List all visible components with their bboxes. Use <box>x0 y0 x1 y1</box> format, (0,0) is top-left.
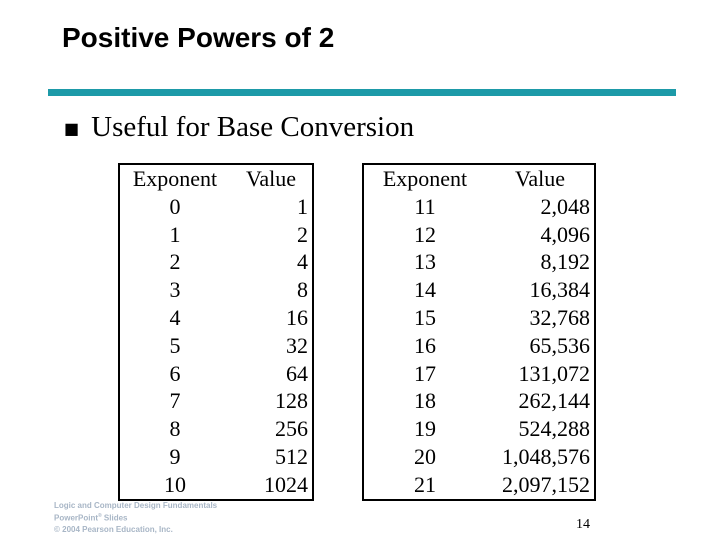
value-cell: 65,536 <box>529 332 590 358</box>
table-row <box>119 443 313 471</box>
value-cell: 64 <box>286 360 308 386</box>
exponent-cell: 20 <box>414 443 436 469</box>
square-bullet-icon: ■ <box>64 119 80 138</box>
powers-table-high <box>362 163 596 501</box>
table-row <box>363 332 595 360</box>
publisher-logo <box>54 500 217 535</box>
exponent-cell: 14 <box>414 277 436 303</box>
table-row <box>363 304 595 332</box>
table-row <box>119 193 313 221</box>
logo-line-slides: PowerPoint® Slides <box>54 513 128 523</box>
value-cell: 1024 <box>264 471 308 497</box>
exponent-cell: 11 <box>414 193 436 219</box>
slide-title: Positive Powers of 2 <box>62 22 335 53</box>
value-cell: 524,288 <box>518 416 590 442</box>
exponent-cell: 16 <box>414 332 436 358</box>
value-cell: 4 <box>297 249 308 275</box>
exponent-cell: 12 <box>414 221 436 247</box>
table-row <box>363 360 595 388</box>
table-row <box>363 443 595 471</box>
table-row <box>363 193 595 221</box>
table-row <box>363 387 595 415</box>
table-row <box>363 276 595 304</box>
value-cell: 4,096 <box>540 221 590 247</box>
logo-line-book: Logic and Computer Design Fundamentals <box>54 501 218 510</box>
value-cell: 262,144 <box>518 388 590 414</box>
value-cell: 131,072 <box>518 360 590 386</box>
table-row <box>363 471 595 500</box>
exponent-cell: 4 <box>169 304 181 330</box>
table-row <box>363 415 595 443</box>
exponent-cell: 13 <box>414 249 436 275</box>
exponent-cell: 3 <box>169 277 181 303</box>
exponent-cell: 7 <box>169 388 181 414</box>
header-exponent: Exponent <box>382 166 468 191</box>
exponent-cell: 21 <box>414 471 436 497</box>
value-cell: 32 <box>286 332 308 358</box>
exponent-cell: 10 <box>164 471 186 497</box>
table-row <box>119 332 313 360</box>
bullet-text: Useful for Base Conversion <box>91 111 415 143</box>
table-row <box>119 360 313 388</box>
table-row <box>119 221 313 249</box>
value-cell: 8,192 <box>540 249 590 275</box>
value-cell: 8 <box>297 277 308 303</box>
exponent-cell: 5 <box>169 332 181 358</box>
logo-line-copyright: © 2004 Pearson Education, Inc. <box>54 524 173 534</box>
value-cell: 512 <box>275 443 308 469</box>
value-cell: 128 <box>275 388 308 414</box>
table-row <box>119 415 313 443</box>
table-row <box>119 304 313 332</box>
value-cell: 1 <box>297 193 308 219</box>
header-value: Value <box>514 166 566 191</box>
value-cell: 16,384 <box>529 277 590 303</box>
exponent-cell: 18 <box>414 388 436 414</box>
value-cell: 2 <box>297 221 308 247</box>
exponent-cell: 19 <box>414 416 436 442</box>
table-header-row <box>119 164 313 193</box>
value-cell: 1,048,576 <box>502 443 590 469</box>
value-cell: 2,097,152 <box>502 471 590 497</box>
table-row <box>363 221 595 249</box>
header-exponent: Exponent <box>132 166 218 191</box>
exponent-cell: 17 <box>414 360 436 386</box>
page-number: 14 <box>576 517 590 532</box>
exponent-cell: 15 <box>414 304 436 330</box>
exponent-cell: 9 <box>169 443 181 469</box>
table-row <box>363 248 595 276</box>
exponent-cell: 1 <box>169 221 181 247</box>
value-cell: 2,048 <box>540 193 590 219</box>
title-divider <box>48 89 676 96</box>
exponent-cell: 6 <box>169 360 181 386</box>
table-header-row <box>363 164 595 193</box>
exponent-cell: 8 <box>169 416 181 442</box>
value-cell: 256 <box>275 416 308 442</box>
exponent-cell: 2 <box>169 249 181 275</box>
table-row <box>119 276 313 304</box>
powers-table-low <box>118 163 314 501</box>
value-cell: 32,768 <box>529 304 590 330</box>
exponent-cell: 0 <box>169 193 181 219</box>
value-cell: 16 <box>286 304 308 330</box>
table-row <box>119 387 313 415</box>
header-value: Value <box>245 166 297 191</box>
bullet-item <box>64 111 414 144</box>
table-row <box>119 471 313 500</box>
table-row <box>119 248 313 276</box>
